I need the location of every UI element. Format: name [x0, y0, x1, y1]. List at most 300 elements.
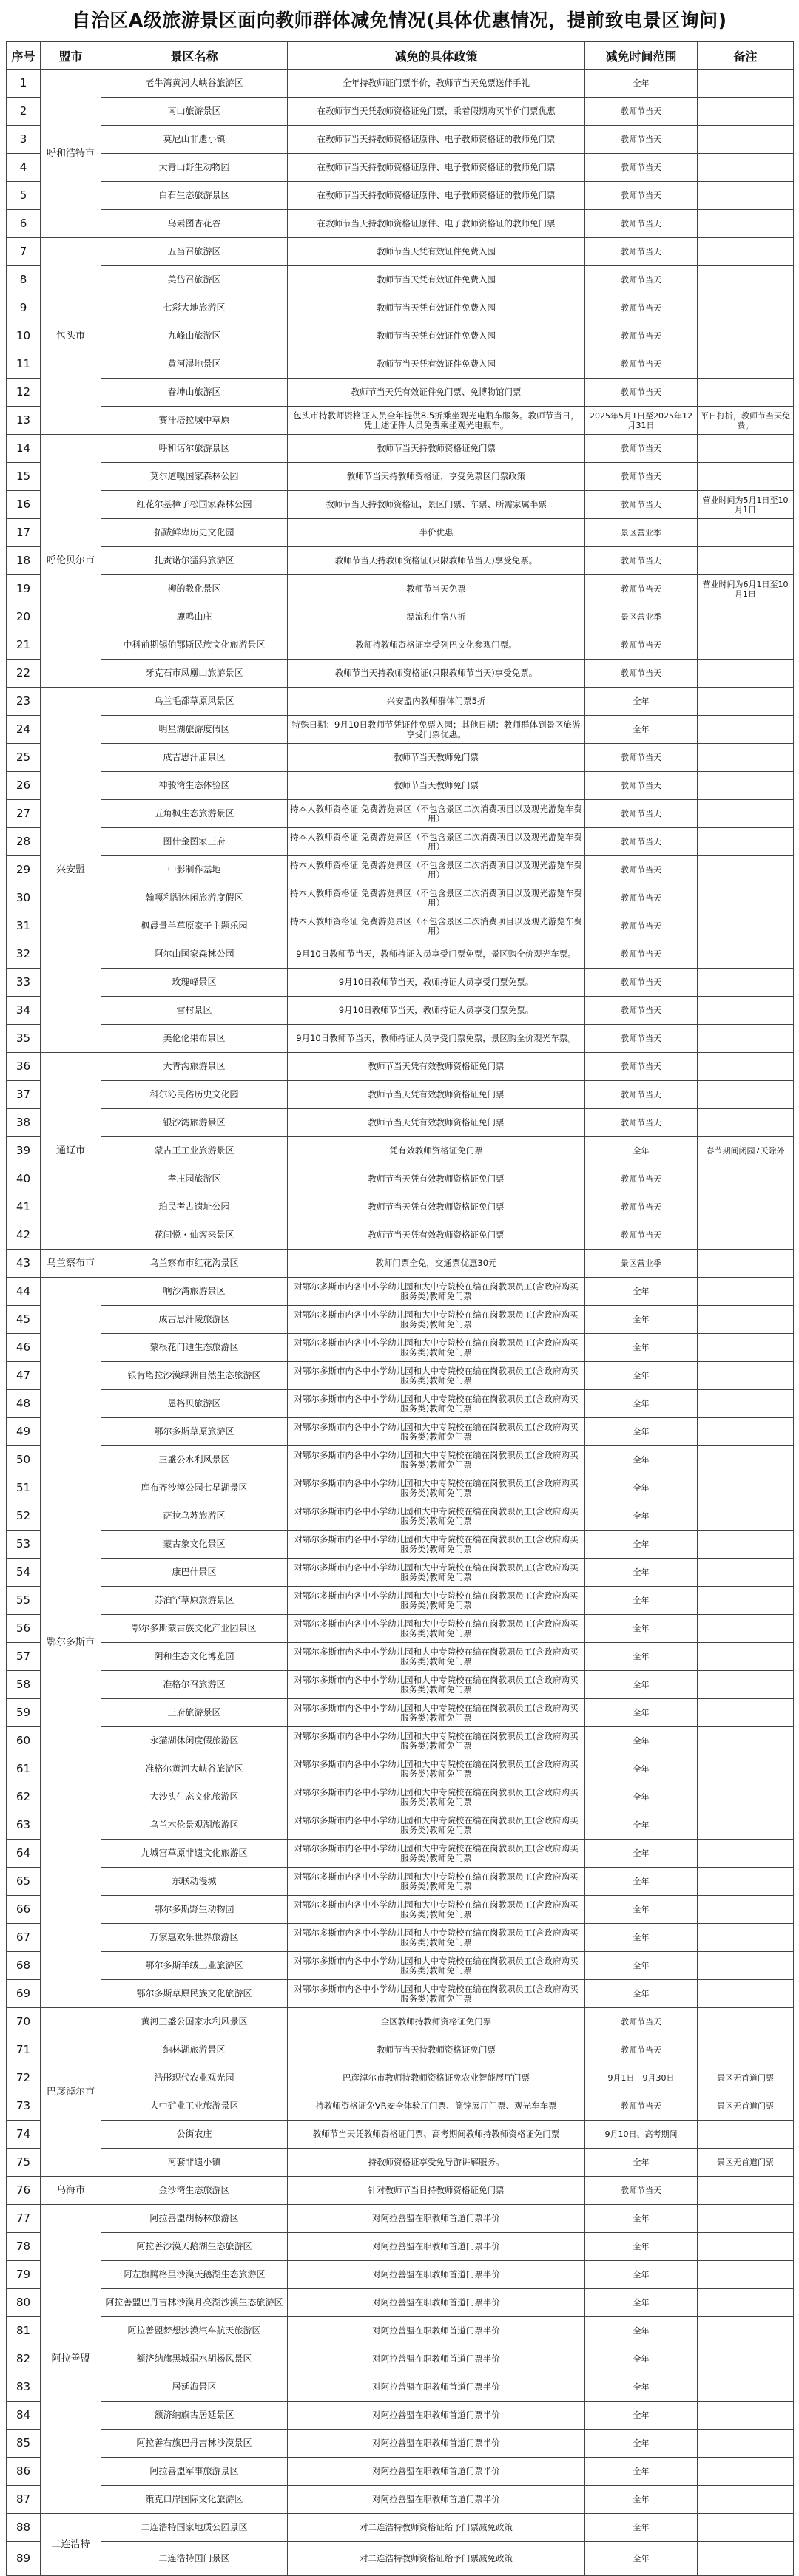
table-row — [7, 969, 794, 997]
scenic-name: 乌兰毛都草原风景区 — [101, 688, 288, 716]
scenic-name: 金沙湾生态旅游区 — [101, 2177, 288, 2205]
city-cell: 通辽市 — [41, 1053, 101, 1250]
scenic-name: 阿拉善盟巴丹吉林沙漠月亮湖沙漠生态旅游区 — [101, 2289, 288, 2317]
table-row — [7, 1137, 794, 1165]
note-text — [698, 800, 794, 828]
row-index: 51 — [7, 1474, 41, 1502]
scenic-name: 黄河三盛公国家水利风景区 — [101, 2008, 288, 2036]
policy-text: 在教师节当天凭教师资格证免门票，乘着假期购买半价门票优惠 — [288, 98, 585, 126]
note-text: 平日打折，教师节当天免费。 — [698, 407, 794, 435]
time-range: 教师节当天 — [585, 1109, 698, 1137]
scenic-name: 万家惠欢乐世界旅游区 — [101, 1924, 288, 1952]
table-row — [7, 379, 794, 407]
time-range: 教师节当天 — [585, 350, 698, 379]
row-index: 69 — [7, 1980, 41, 2008]
note-text — [698, 1362, 794, 1390]
table-row — [7, 1587, 794, 1615]
scenic-name: 九峰山旅游区 — [101, 322, 288, 350]
scenic-name: 东联动漫城 — [101, 1868, 288, 1896]
policy-text: 对鄂尔多斯市内各中小学幼儿园和大中专院校在编在岗教职员工(含政府购买服务类)教师免门票 — [288, 1671, 585, 1699]
row-index: 37 — [7, 1081, 41, 1109]
row-index: 6 — [7, 210, 41, 238]
scenic-name: 银沙湾旅游景区 — [101, 1109, 288, 1137]
time-range: 全年 — [585, 1671, 698, 1699]
row-index: 25 — [7, 744, 41, 772]
policy-text: 凭有效教师资格证免门票 — [288, 1137, 585, 1165]
row-index: 71 — [7, 2036, 41, 2064]
policy-text: 教师节当天凭有效证件免门票、免博物馆门票 — [288, 379, 585, 407]
time-range: 教师节当天 — [585, 856, 698, 884]
time-range: 全年 — [585, 1418, 698, 1446]
table-row — [7, 1980, 794, 2008]
scenic-name: 三盛公水利风景区 — [101, 1446, 288, 1474]
city-cell: 包头市 — [41, 238, 101, 435]
row-index: 38 — [7, 1109, 41, 1137]
row-index: 86 — [7, 2458, 41, 2486]
scenic-name: 莫尼山非遗小镇 — [101, 126, 288, 154]
note-text — [698, 1671, 794, 1699]
scenic-name: 王府旅游景区 — [101, 1699, 288, 1727]
scenic-name: 大中矿业工业旅游景区 — [101, 2092, 288, 2121]
header-city: 盟市 — [41, 42, 101, 70]
row-index: 64 — [7, 1840, 41, 1868]
scenic-name: 大沙头生态文化旅游区 — [101, 1783, 288, 1811]
note-text — [698, 716, 794, 744]
policy-text: 对阿拉善盟在职教师首道门票半价 — [288, 2317, 585, 2345]
scenic-name: 大青沟旅游景区 — [101, 1053, 288, 1081]
policy-text: 教师节当天持教师资格证免门票 — [288, 2036, 585, 2064]
row-index: 53 — [7, 1531, 41, 1559]
time-range: 全年 — [585, 1137, 698, 1165]
header-policy: 减免的具体政策 — [288, 42, 585, 70]
row-index: 1 — [7, 70, 41, 98]
policy-text: 教师节当天凭有效证件免费入园 — [288, 238, 585, 266]
scenic-name: 永猫湖休闲度假旅游区 — [101, 1727, 288, 1755]
policy-text: 9月10日教师节当天，教师持证入员享受门票免票，景区购全价观光车票。 — [288, 940, 585, 969]
policy-text: 教师节当天持教师资格证，景区门票、车票、所需家属半票 — [288, 491, 585, 519]
scenic-name: 黄河湿地景区 — [101, 350, 288, 379]
row-index: 76 — [7, 2177, 41, 2205]
scenic-name: 春坤山旅游区 — [101, 379, 288, 407]
row-index: 15 — [7, 463, 41, 491]
table-row — [7, 2402, 794, 2430]
note-text: 景区无首道门票 — [698, 2064, 794, 2092]
table-row — [7, 940, 794, 969]
row-index: 29 — [7, 856, 41, 884]
time-range: 教师节当天 — [585, 1221, 698, 1250]
table-row — [7, 1278, 794, 1306]
note-text — [698, 660, 794, 688]
table-row — [7, 70, 794, 98]
time-range: 全年 — [585, 1531, 698, 1559]
scenic-name: 拓跋鲜卑历史文化园 — [101, 519, 288, 547]
scenic-name: 明星湖旅游度假区 — [101, 716, 288, 744]
note-text — [698, 772, 794, 800]
policy-text: 对鄂尔多斯市内各中小学幼儿园和大中专院校在编在岗教职员工(含政府购买服务类)教师免门票 — [288, 1615, 585, 1643]
city-cell: 二连浩特 — [41, 2514, 101, 2576]
time-range: 景区营业季 — [585, 1250, 698, 1278]
table-row — [7, 2430, 794, 2458]
scenic-name: 莫尔道嘎国家森林公园 — [101, 463, 288, 491]
row-index: 9 — [7, 294, 41, 322]
table-body — [7, 70, 794, 2576]
policy-text: 对鄂尔多斯市内各中小学幼儿园和大中专院校在编在岗教职员工(含政府购买服务类)教师免门票 — [288, 1559, 585, 1587]
note-text — [698, 1502, 794, 1531]
policy-text: 对鄂尔多斯市内各中小学幼儿园和大中专院校在编在岗教职员工(含政府购买服务类)教师免门票 — [288, 1896, 585, 1924]
table-row — [7, 2149, 794, 2177]
scenic-name: 鄂尔多斯草原旅游区 — [101, 1418, 288, 1446]
scenic-name: 鄂尔多斯羊绒工业旅游区 — [101, 1952, 288, 1980]
policy-text: 对二连浩特教师资格证给予门票减免政策 — [288, 2514, 585, 2542]
note-text — [698, 2177, 794, 2205]
scenic-name: 呼和诺尔旅游景区 — [101, 435, 288, 463]
scenic-name: 成吉思汗陵旅游区 — [101, 1306, 288, 1334]
time-range: 教师节当天 — [585, 154, 698, 182]
table-row — [7, 463, 794, 491]
time-range: 全年 — [585, 1755, 698, 1783]
policy-text: 教师节当天凭有效证件免费入园 — [288, 266, 585, 294]
table-row — [7, 1952, 794, 1980]
row-index: 31 — [7, 912, 41, 940]
policy-text: 对鄂尔多斯市内各中小学幼儿园和大中专院校在编在岗教职员工(含政府购买服务类)教师免门票 — [288, 1474, 585, 1502]
scenic-name: 牙克石市凤凰山旅游景区 — [101, 660, 288, 688]
time-range: 全年 — [585, 1306, 698, 1334]
row-index: 36 — [7, 1053, 41, 1081]
note-text — [698, 603, 794, 631]
note-text — [698, 1615, 794, 1643]
policy-text: 对鄂尔多斯市内各中小学幼儿园和大中专院校在编在岗教职员工(含政府购买服务类)教师免门票 — [288, 1362, 585, 1390]
row-index: 11 — [7, 350, 41, 379]
time-range: 9月10日、高考期间 — [585, 2121, 698, 2149]
note-text — [698, 1334, 794, 1362]
row-index: 2 — [7, 98, 41, 126]
policy-text: 全区教师持教师资格证免门票 — [288, 2008, 585, 2036]
table-row — [7, 2373, 794, 2402]
header-scenic-name: 景区名称 — [101, 42, 288, 70]
row-index: 46 — [7, 1334, 41, 1362]
note-text — [698, 2514, 794, 2542]
note-text — [698, 2402, 794, 2430]
time-range: 教师节当天 — [585, 744, 698, 772]
row-index: 77 — [7, 2205, 41, 2233]
policy-text: 对阿拉善盟在职教师首道门票半价 — [288, 2430, 585, 2458]
policy-text: 对阿拉善盟在职教师首道门票半价 — [288, 2345, 585, 2373]
scenic-name: 翰嘎利湖休闲旅游度假区 — [101, 884, 288, 912]
time-range: 教师节当天 — [585, 969, 698, 997]
scenic-name: 乌兰察布市红花沟景区 — [101, 1250, 288, 1278]
row-index: 66 — [7, 1896, 41, 1924]
policy-text: 在教师节当天持教师资格证原件、电子教师资格证的教师免门票 — [288, 210, 585, 238]
note-text — [698, 98, 794, 126]
table-row — [7, 2261, 794, 2289]
table-row — [7, 2542, 794, 2576]
header-index: 序号 — [7, 42, 41, 70]
scenic-name: 美岱召旅游区 — [101, 266, 288, 294]
time-range: 全年 — [585, 2514, 698, 2542]
header-row — [7, 42, 794, 70]
table-row — [7, 322, 794, 350]
scenic-name: 白石生态旅游景区 — [101, 182, 288, 210]
row-index: 23 — [7, 688, 41, 716]
time-range: 全年 — [585, 1896, 698, 1924]
policy-text: 对阿拉善盟在职教师首道门票半价 — [288, 2373, 585, 2402]
row-index: 35 — [7, 1025, 41, 1053]
note-text — [698, 2036, 794, 2064]
note-text — [698, 154, 794, 182]
scenic-name: 大青山野生动物园 — [101, 154, 288, 182]
policy-text: 教师节当天凭有效教师资格证免门票 — [288, 1109, 585, 1137]
note-text — [698, 519, 794, 547]
table-row — [7, 1081, 794, 1109]
note-text — [698, 1952, 794, 1980]
time-range: 全年 — [585, 2345, 698, 2373]
row-index: 27 — [7, 800, 41, 828]
time-range: 全年 — [585, 1811, 698, 1840]
time-range: 教师节当天 — [585, 547, 698, 575]
note-text — [698, 1587, 794, 1615]
policy-text: 教师节当天教师免门票 — [288, 772, 585, 800]
row-index: 55 — [7, 1587, 41, 1615]
time-range: 全年 — [585, 1278, 698, 1306]
time-range: 教师节当天 — [585, 294, 698, 322]
time-range: 教师节当天 — [585, 997, 698, 1025]
table-row — [7, 2036, 794, 2064]
row-index: 67 — [7, 1924, 41, 1952]
note-text — [698, 1727, 794, 1755]
policy-text: 对鄂尔多斯市内各中小学幼儿园和大中专院校在编在岗教职员工(含政府购买服务类)教师免门票 — [288, 1278, 585, 1306]
policy-text: 在教师节当天持教师资格证原件、电子教师资格证的教师免门票 — [288, 182, 585, 210]
scenic-name: 居延海景区 — [101, 2373, 288, 2402]
table-row — [7, 2458, 794, 2486]
scenic-name: 阿拉善盟胡杨林旅游区 — [101, 2205, 288, 2233]
time-range: 全年 — [585, 2486, 698, 2514]
city-cell: 鄂尔多斯市 — [41, 1278, 101, 2008]
scenic-name: 扎赉诺尔猛犸旅游区 — [101, 547, 288, 575]
scenic-name: 图什金图家王府 — [101, 828, 288, 856]
table-row — [7, 1025, 794, 1053]
row-index: 65 — [7, 1868, 41, 1896]
policy-text: 半价优惠 — [288, 519, 585, 547]
scenic-name: 九城宫草原非遗文化旅游区 — [101, 1840, 288, 1868]
table-row — [7, 1334, 794, 1362]
policy-text: 对鄂尔多斯市内各中小学幼儿园和大中专院校在编在岗教职员工(含政府购买服务类)教师免门票 — [288, 1699, 585, 1727]
city-cell: 乌海市 — [41, 2177, 101, 2205]
row-index: 83 — [7, 2373, 41, 2402]
row-index: 19 — [7, 575, 41, 603]
scenic-name: 蒙古王工业旅游景区 — [101, 1137, 288, 1165]
row-index: 57 — [7, 1643, 41, 1671]
row-index: 75 — [7, 2149, 41, 2177]
table-row — [7, 435, 794, 463]
city-cell: 呼和浩特市 — [41, 70, 101, 238]
note-text — [698, 547, 794, 575]
row-index: 10 — [7, 322, 41, 350]
row-index: 4 — [7, 154, 41, 182]
table-row — [7, 884, 794, 912]
table-row — [7, 126, 794, 154]
time-range: 教师节当天 — [585, 98, 698, 126]
row-index: 85 — [7, 2430, 41, 2458]
policy-text: 对鄂尔多斯市内各中小学幼儿园和大中专院校在编在岗教职员工(含政府购买服务类)教师免门票 — [288, 1418, 585, 1446]
time-range: 教师节当天 — [585, 266, 698, 294]
note-text — [698, 1531, 794, 1559]
note-text — [698, 1559, 794, 1587]
note-text — [698, 2458, 794, 2486]
note-text — [698, 1165, 794, 1193]
table-row — [7, 1474, 794, 1502]
note-text — [698, 1278, 794, 1306]
scenic-name: 老牛湾黄河大峡谷旅游区 — [101, 70, 288, 98]
row-index: 48 — [7, 1390, 41, 1418]
scenic-name: 科尔沁民俗历史文化园 — [101, 1081, 288, 1109]
policy-text: 教师节当天持教师资格证(只限教师节当天)享受免票。 — [288, 660, 585, 688]
time-range: 全年 — [585, 2205, 698, 2233]
time-range: 全年 — [585, 1924, 698, 1952]
policy-text: 教师节当天凭有效教师资格证免门票 — [288, 1221, 585, 1250]
row-index: 47 — [7, 1362, 41, 1390]
time-range: 全年 — [585, 2233, 698, 2261]
policy-text: 教师门票全免，交通票优惠30元 — [288, 1250, 585, 1278]
row-index: 16 — [7, 491, 41, 519]
time-range: 全年 — [585, 716, 698, 744]
policy-text: 对二连浩特教师资格证给予门票减免政策 — [288, 2542, 585, 2576]
table-row — [7, 2317, 794, 2345]
table-row — [7, 688, 794, 716]
note-text — [698, 2373, 794, 2402]
time-range: 全年 — [585, 1390, 698, 1418]
note-text — [698, 238, 794, 266]
row-index: 44 — [7, 1278, 41, 1306]
note-text — [698, 1221, 794, 1250]
row-index: 14 — [7, 435, 41, 463]
scenic-name: 苏泊罕草原旅游景区 — [101, 1587, 288, 1615]
table-row — [7, 772, 794, 800]
policy-text: 特殊日期：9月10日教师节凭证件免票入园；其他日期：教师群体到景区旅游享受门票优惠。 — [288, 716, 585, 744]
policy-text: 教师节当天凭有效教师资格证免门票 — [288, 1165, 585, 1193]
policy-text: 对鄂尔多斯市内各中小学幼儿园和大中专院校在编在岗教职员工(含政府购买服务类)教师免门票 — [288, 1446, 585, 1474]
time-range: 全年 — [585, 2402, 698, 2430]
table-row — [7, 1109, 794, 1137]
policy-text: 对鄂尔多斯市内各中小学幼儿园和大中专院校在编在岗教职员工(含政府购买服务类)教师免门票 — [288, 1390, 585, 1418]
scenic-name: 阿拉善右旗巴丹吉林沙漠景区 — [101, 2430, 288, 2458]
scenic-name: 雪村景区 — [101, 997, 288, 1025]
time-range: 全年 — [585, 1362, 698, 1390]
time-range: 全年 — [585, 1727, 698, 1755]
time-range: 全年 — [585, 1868, 698, 1896]
table-row — [7, 575, 794, 603]
note-text — [698, 940, 794, 969]
table-row — [7, 294, 794, 322]
note-text — [698, 1446, 794, 1474]
table-row — [7, 2486, 794, 2514]
note-text — [698, 70, 794, 98]
note-text — [698, 1924, 794, 1952]
table-row — [7, 266, 794, 294]
policy-text: 巴彦淖尔市教师持教师资格证免农业智能展厅门票 — [288, 2064, 585, 2092]
note-text — [698, 2542, 794, 2576]
note-text — [698, 997, 794, 1025]
scenic-name: 五当召旅游区 — [101, 238, 288, 266]
policy-text: 教师节当天凭有效证件免费入园 — [288, 294, 585, 322]
note-text — [698, 1474, 794, 1502]
row-index: 88 — [7, 2514, 41, 2542]
policy-text: 教师节当天教师免门票 — [288, 744, 585, 772]
note-text — [698, 828, 794, 856]
scenic-name: 银肯塔拉沙漠绿洲自然生态旅游区 — [101, 1362, 288, 1390]
policy-text: 对鄂尔多斯市内各中小学幼儿园和大中专院校在编在岗教职员工(含政府购买服务类)教师免门票 — [288, 1840, 585, 1868]
scenic-name: 中影制作基地 — [101, 856, 288, 884]
row-index: 3 — [7, 126, 41, 154]
table-row — [7, 1868, 794, 1896]
policy-text: 对鄂尔多斯市内各中小学幼儿园和大中专院校在编在岗教职员工(含政府购买服务类)教师免门票 — [288, 1587, 585, 1615]
scenic-name: 二连浩特国家地质公园景区 — [101, 2514, 288, 2542]
table-row — [7, 1221, 794, 1250]
row-index: 40 — [7, 1165, 41, 1193]
time-range: 9月1日－9月30日 — [585, 2064, 698, 2092]
scenic-name: 红花尔基樟子松国家森林公园 — [101, 491, 288, 519]
header-time-range: 减免时间范围 — [585, 42, 698, 70]
policy-text: 兴安盟内教师群体门票5折 — [288, 688, 585, 716]
policy-text: 持本人教师资格证 免费游览景区（不包含景区二次消费项目以及观光游览车费用） — [288, 856, 585, 884]
scenic-name: 恩格贝旅游区 — [101, 1390, 288, 1418]
row-index: 60 — [7, 1727, 41, 1755]
table-row — [7, 1446, 794, 1474]
time-range: 教师节当天 — [585, 322, 698, 350]
note-text — [698, 969, 794, 997]
table-row — [7, 2121, 794, 2149]
time-range: 教师节当天 — [585, 2177, 698, 2205]
time-range: 教师节当天 — [585, 575, 698, 603]
table-row — [7, 1643, 794, 1671]
policy-text: 对阿拉善盟在职教师首道门票半价 — [288, 2486, 585, 2514]
scenic-name: 康巴什景区 — [101, 1559, 288, 1587]
scenic-name: 鄂尔多斯野生动物园 — [101, 1896, 288, 1924]
note-text — [698, 210, 794, 238]
note-text — [698, 1755, 794, 1783]
note-text — [698, 1868, 794, 1896]
scenic-name: 美伦伦果布景区 — [101, 1025, 288, 1053]
row-index: 70 — [7, 2008, 41, 2036]
table-row — [7, 1811, 794, 1840]
time-range: 教师节当天 — [585, 772, 698, 800]
time-range: 教师节当天 — [585, 463, 698, 491]
row-index: 62 — [7, 1783, 41, 1811]
table-row — [7, 1840, 794, 1868]
time-range: 教师节当天 — [585, 1081, 698, 1109]
time-range: 教师节当天 — [585, 1053, 698, 1081]
time-range: 全年 — [585, 1587, 698, 1615]
row-index: 89 — [7, 2542, 41, 2576]
policy-text: 对阿拉善盟在职教师首道门票半价 — [288, 2458, 585, 2486]
scenic-name: 阿拉善盟军事旅游景区 — [101, 2458, 288, 2486]
table-row — [7, 1053, 794, 1081]
note-text — [698, 744, 794, 772]
table-row — [7, 1615, 794, 1643]
table-row — [7, 238, 794, 266]
table-row — [7, 98, 794, 126]
row-index: 82 — [7, 2345, 41, 2373]
time-range: 教师节当天 — [585, 631, 698, 660]
policy-text: 对鄂尔多斯市内各中小学幼儿园和大中专院校在编在岗教职员工(含政府购买服务类)教师免门票 — [288, 1924, 585, 1952]
policy-text: 9月10日教师节当天，教师持证人员享受门票免票。 — [288, 997, 585, 1025]
table-row — [7, 1896, 794, 1924]
row-index: 41 — [7, 1193, 41, 1221]
row-index: 20 — [7, 603, 41, 631]
table-row — [7, 1755, 794, 1783]
row-index: 74 — [7, 2121, 41, 2149]
row-index: 39 — [7, 1137, 41, 1165]
table-row — [7, 1783, 794, 1811]
